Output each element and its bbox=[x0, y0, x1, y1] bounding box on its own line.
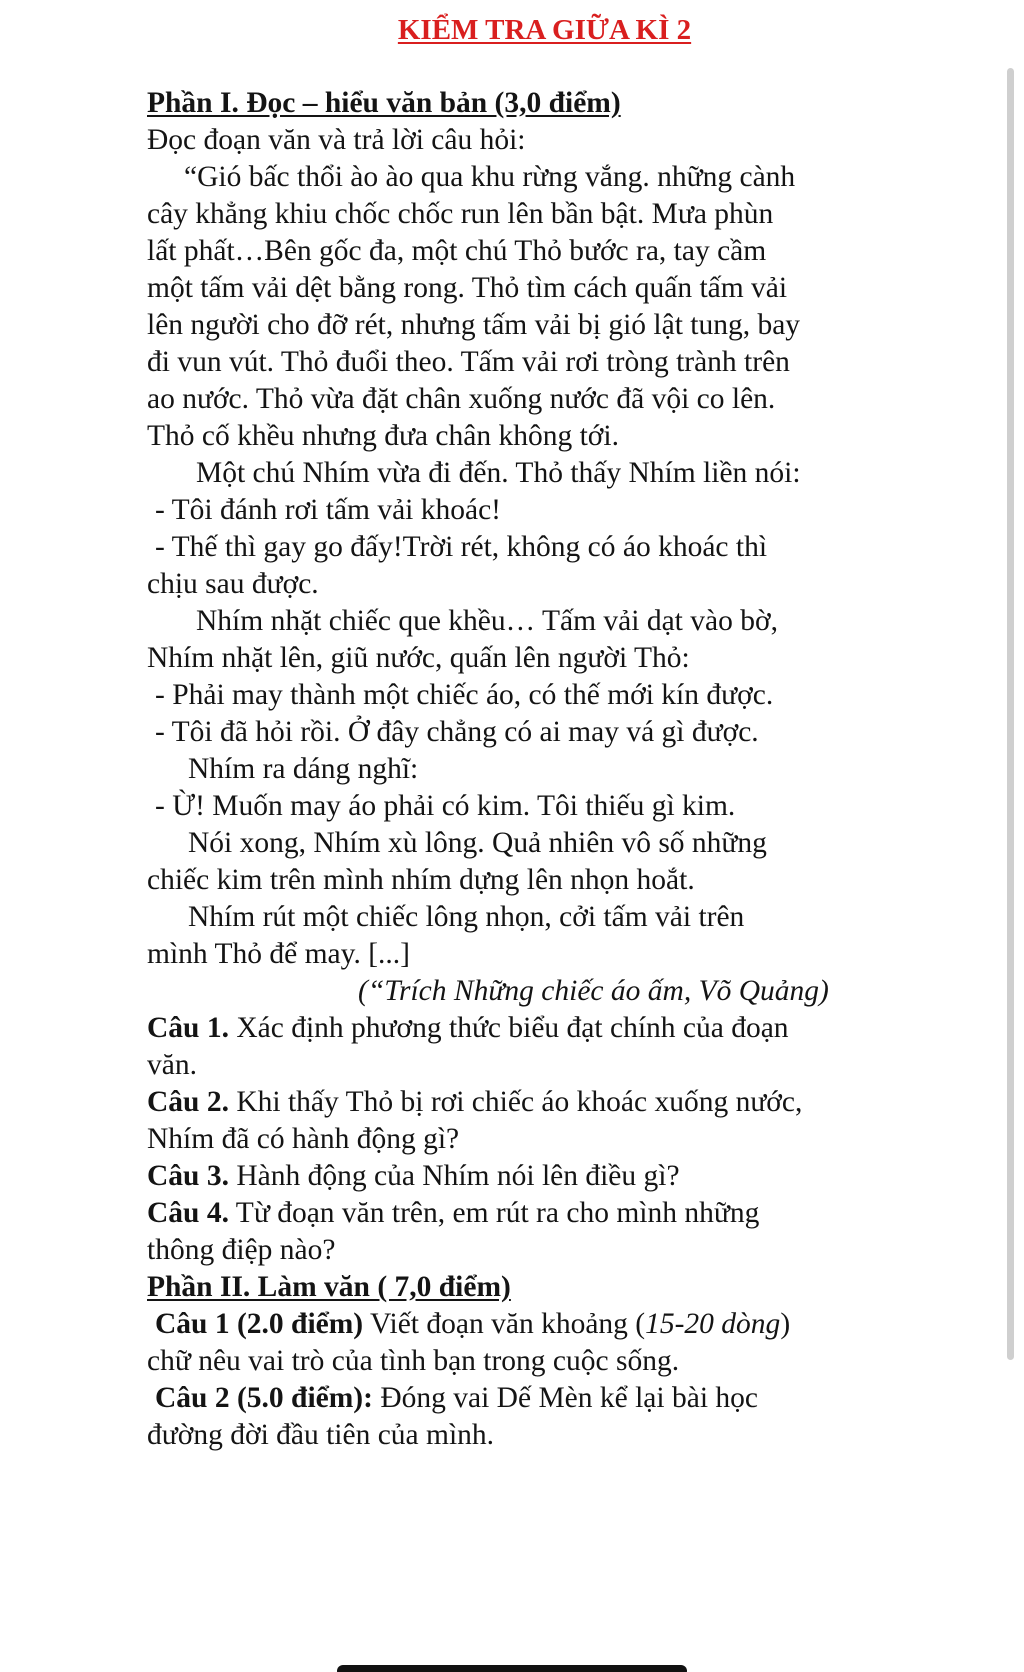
question-text: Xác định phương thức biểu đạt chính của đoạn bbox=[228, 1012, 789, 1044]
passage-line: ao nước. Thỏ vừa đặt chân xuống nước đã vội co lên. bbox=[147, 383, 776, 415]
question-text: Từ đoạn văn trên, em rút ra cho mình những bbox=[228, 1197, 760, 1229]
passage-line: một tấm vải dệt bằng rong. Thỏ tìm cách quấn tấm vải bbox=[147, 272, 788, 304]
task-text: Đóng vai Dế Mèn kể lại bài học bbox=[372, 1382, 758, 1414]
passage-line: mình Thỏ để may. [...] bbox=[147, 938, 410, 970]
passage-line: Nhím rút một chiếc lông nhọn, cởi tấm vải trên bbox=[188, 901, 745, 933]
passage-line: - Thế thì gay go đấy!Trời rét, không có áo khoác thì bbox=[155, 531, 768, 563]
passage-line: Nhím nhặt lên, giũ nước, quấn lên người Thỏ: bbox=[147, 642, 690, 674]
passage-line: Thỏ cố khều nhưng đưa chân không tới. bbox=[147, 420, 619, 452]
passage-line: - Tôi đã hỏi rồi. Ở đây chẳng có ai may vá gì được. bbox=[155, 716, 759, 748]
task-text: ) bbox=[780, 1308, 791, 1340]
question-label: Câu 1. bbox=[147, 1012, 229, 1044]
part2-heading: Phần II. Làm văn ( 7,0 điểm) bbox=[147, 1271, 511, 1303]
vertical-scrollbar[interactable] bbox=[1007, 68, 1014, 1360]
passage-line: Nhím ra dáng nghĩ: bbox=[188, 753, 419, 785]
task-text: đường đời đầu tiên của mình. bbox=[147, 1419, 495, 1451]
task-label: Câu 2 (5.0 điểm): bbox=[155, 1382, 373, 1414]
passage-line: lên người cho đỡ rét, nhưng tấm vải bị gió lật tung, bay bbox=[147, 309, 801, 341]
passage-line: “Gió bấc thổi ào ào qua khu rừng vắng. những cành bbox=[184, 161, 796, 193]
task-text: chữ nêu vai trò của tình bạn trong cuộc sống. bbox=[147, 1345, 680, 1377]
question-label: Câu 4. bbox=[147, 1197, 229, 1229]
passage-source: (“Trích Những chiếc áo ấm, Võ Quảng) bbox=[358, 975, 829, 1007]
task-text: Viết đoạn văn khoảng ( bbox=[363, 1308, 646, 1340]
passage-line: chịu sau được. bbox=[147, 568, 319, 600]
home-indicator[interactable] bbox=[337, 1665, 687, 1672]
passage-line: Một chú Nhím vừa đi đến. Thỏ thấy Nhím liền nói: bbox=[196, 457, 801, 489]
page-title: KIỂM TRA GIỮA KÌ 2 bbox=[397, 14, 692, 46]
passage-line: lất phất…Bên gốc đa, một chú Thỏ bước ra, tay cầm bbox=[147, 235, 767, 267]
passage-line: Nhím nhặt chiếc que khều… Tấm vải dạt vào bờ, bbox=[196, 605, 778, 637]
passage-line: đi vun vút. Thỏ đuổi theo. Tấm vải rơi tròng trành trên bbox=[147, 346, 790, 378]
question-label: Câu 3. bbox=[147, 1160, 229, 1192]
question-text: Khi thấy Thỏ bị rơi chiếc áo khoác xuống nước, bbox=[228, 1086, 803, 1118]
question-text: văn. bbox=[147, 1049, 197, 1081]
part1-instruction: Đọc đoạn văn và trả lời câu hỏi: bbox=[147, 124, 526, 156]
passage-line: chiếc kim trên mình nhím dựng lên nhọn hoắt. bbox=[147, 864, 695, 896]
question-text: Hành động của Nhím nói lên điều gì? bbox=[228, 1160, 680, 1192]
question-text: thông điệp nào? bbox=[147, 1234, 336, 1266]
task-label: Câu 1 (2.0 điểm) bbox=[155, 1308, 364, 1340]
task-text-italic: 15-20 dòng bbox=[645, 1308, 781, 1340]
passage-line: cây khẳng khiu chốc chốc run lên bần bật. Mưa phùn bbox=[147, 198, 774, 230]
passage-line: - Phải may thành một chiếc áo, có thế mới kín được. bbox=[155, 679, 774, 711]
passage-line: - Ừ! Muốn may áo phải có kim. Tôi thiếu gì kim. bbox=[155, 790, 736, 822]
part1-heading: Phần I. Đọc – hiểu văn bản (3,0 điểm) bbox=[147, 87, 621, 119]
question-label: Câu 2. bbox=[147, 1086, 229, 1118]
passage-line: Nói xong, Nhím xù lông. Quả nhiên vô số những bbox=[188, 827, 767, 859]
passage-line: - Tôi đánh rơi tấm vải khoác! bbox=[155, 494, 502, 526]
question-text: Nhím đã có hành động gì? bbox=[147, 1123, 460, 1155]
